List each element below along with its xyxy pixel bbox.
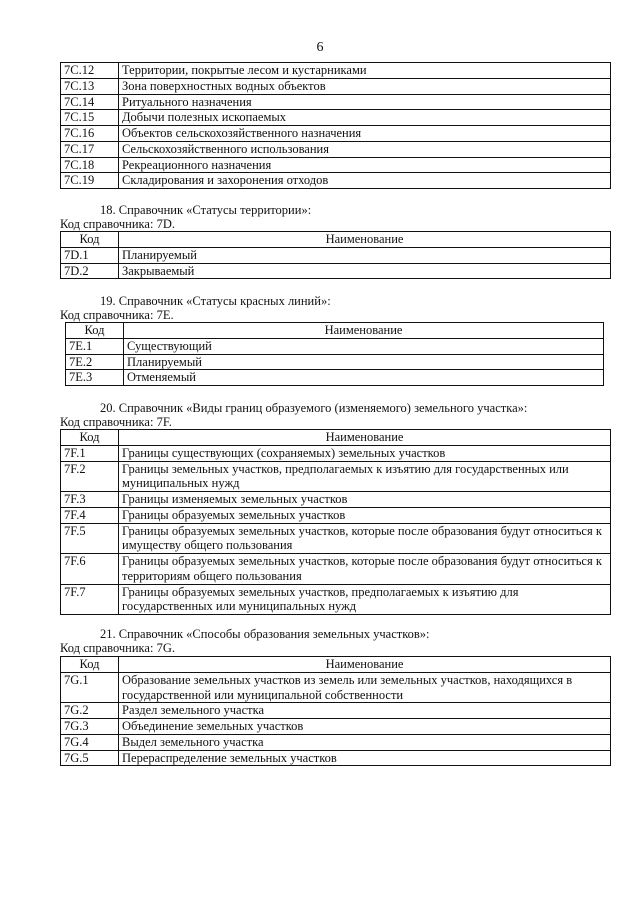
table-7f [60,429,611,615]
section-code-19: Код справочника: 7E. [60,308,174,322]
row-code: 7F.2 [61,461,119,492]
section-title-21: 21. Справочник «Способы образования земельных участков»: [100,627,430,641]
row-code: 7G.3 [61,719,119,735]
table-row [61,63,611,79]
table-row [61,141,611,157]
row-name: Планируемый [124,354,604,370]
row-name: Границы земельных участков, предполагаемых к изъятию для государственных или муниципальных нужд [119,461,611,492]
row-name: Ритуального назначения [119,94,611,110]
row-code: 7C.19 [61,173,119,189]
table-row [61,247,611,263]
row-name: Границы образуемых земельных участков [119,507,611,523]
row-code: 7C.12 [61,63,119,79]
row-code: 7G.4 [61,734,119,750]
row-code: 7E.1 [66,338,124,354]
row-name: Объектов сельскохозяйственного назначения [119,126,611,142]
row-name: Отменяемый [124,370,604,386]
row-name: Объединение земельных участков [119,719,611,735]
table-row [61,719,611,735]
row-code: 7D.1 [61,247,119,263]
row-code: 7F.1 [61,445,119,461]
table-7e [65,322,604,386]
row-name: Планируемый [119,247,611,263]
row-code: 7C.15 [61,110,119,126]
row-name: Образование земельных участков из земель или земельных участков, находящихся в государственной или муниципальной собственности [119,672,611,703]
row-name: Выдел земельного участка [119,734,611,750]
row-code: 7F.7 [61,584,119,615]
section-title-18: 18. Справочник «Статусы территории»: [100,203,312,217]
row-name: Границы образуемых земельных участков, которые после образования будут относиться к территориям общего пользования [119,554,611,585]
table-row [61,94,611,110]
table-row [61,461,611,492]
section-code-21: Код справочника: 7G. [60,641,175,655]
table-row [66,354,604,370]
section-code-20: Код справочника: 7F. [60,415,172,429]
row-code: 7G.1 [61,672,119,703]
row-code: 7C.16 [61,126,119,142]
table-row [66,370,604,386]
row-name: Зона поверхностных водных объектов [119,78,611,94]
table-row [61,507,611,523]
column-header-code: Код [61,657,119,673]
row-name: Добычи полезных ископаемых [119,110,611,126]
row-code: 7C.17 [61,141,119,157]
row-code: 7F.3 [61,492,119,508]
table-row [66,338,604,354]
row-name: Границы изменяемых земельных участков [119,492,611,508]
row-code: 7C.18 [61,157,119,173]
table-row [61,492,611,508]
row-name: Существующий [124,338,604,354]
table-row [61,173,611,189]
column-header-name: Наименование [119,232,611,248]
table-row [61,584,611,615]
table-row [61,110,611,126]
table-7d [60,231,611,279]
section-title-19: 19. Справочник «Статусы красных линий»: [100,294,331,308]
row-name: Сельскохозяйственного использования [119,141,611,157]
row-name: Складирования и захоронения отходов [119,173,611,189]
page-number: 6 [316,40,324,55]
section-code-18: Код справочника: 7D. [60,217,175,231]
table-row [61,263,611,279]
column-header-code: Код [66,323,124,339]
table-row [61,126,611,142]
row-code: 7E.3 [66,370,124,386]
row-code: 7C.13 [61,78,119,94]
row-name: Перераспределение земельных участков [119,750,611,766]
table-row [61,750,611,766]
row-name: Раздел земельного участка [119,703,611,719]
row-code: 7E.2 [66,354,124,370]
table-row [61,445,611,461]
column-header-name: Наименование [124,323,604,339]
table-row [61,734,611,750]
table-row [61,703,611,719]
column-header-name: Наименование [119,430,611,446]
column-header-code: Код [61,430,119,446]
row-name: Границы образуемых земельных участков, предполагаемых к изъятию для государственных или муниципальных нужд [119,584,611,615]
row-code: 7F.5 [61,523,119,554]
table-row [61,157,611,173]
row-name: Рекреационного назначения [119,157,611,173]
column-header-name: Наименование [119,657,611,673]
row-code: 7D.2 [61,263,119,279]
section-title-20: 20. Справочник «Виды границ образуемого (изменяемого) земельного участка»: [100,401,528,415]
row-code: 7F.4 [61,507,119,523]
column-header-code: Код [61,232,119,248]
row-code: 7C.14 [61,94,119,110]
row-name: Территории, покрытые лесом и кустарниками [119,63,611,79]
table-row [61,78,611,94]
row-name: Закрываемый [119,263,611,279]
row-code: 7G.5 [61,750,119,766]
row-code: 7F.6 [61,554,119,585]
table-row [61,523,611,554]
row-name: Границы образуемых земельных участков, которые после образования будут относиться к имуществу общего пользования [119,523,611,554]
table-7g [60,656,611,766]
table-row [61,672,611,703]
row-code: 7G.2 [61,703,119,719]
row-name: Границы существующих (сохраняемых) земельных участков [119,445,611,461]
table-row [61,554,611,585]
table-7c [60,62,611,189]
